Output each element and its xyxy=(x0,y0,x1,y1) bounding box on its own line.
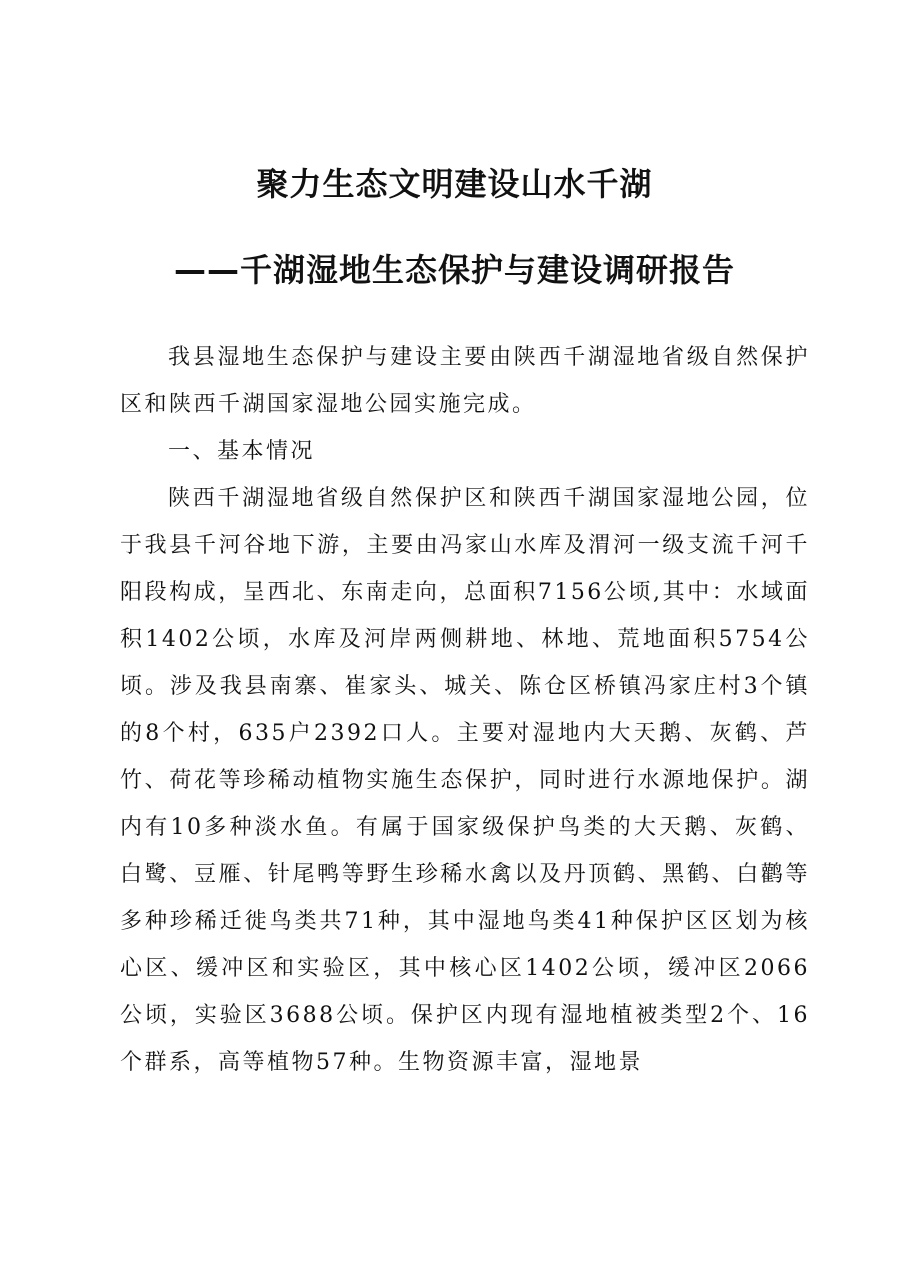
section-heading-basic-info: 一、基本情况 xyxy=(168,439,316,464)
document-title: 聚力生态文明建设山水千湖 xyxy=(256,165,653,203)
document-subtitle: ——千湖湿地生态保护与建设调研报告 xyxy=(173,251,735,289)
basic-info-paragraph: 陕西千湖湿地省级自然保护区和陕西千湖国家湿地公园，位于我县千河谷地下游，主要由冯家山水库及渭河一级支流千河千阳段构成，呈西北、东南走向，总面积7156公顷,其中：水域面积1402公顷，水库及河岸两侧耕地、林地、荒地面积5754公顷。涉及我县南寨、崔家头、城关、陈仓区桥镇冯家庄村3个镇的8个村，635户2392口人。主要对湿地内大天鹅、灰鹤、芦竹、荷花等珍稀动植物实施生态保护，同时进行水源地保护。湖内有10多种淡水鱼。有属于国家级保护鸟类的大天鹅、灰鹤、白鹭、豆雁、针尾鸭等野生珍稀水禽以及丹顶鹤、黑鹤、白鹳等多种珍稀迁徙鸟类共71种，其中湿地鸟类41种保护区区划为核心区、缓冲区和实验区，其中核心区1402公顷，缓冲区2066公顷，实验区3688公顷。保护区内现有湿地植被类型2个、16个群系，高等植物57种。生物资源丰富，湿地景 xyxy=(120,486,810,1075)
document-body xyxy=(120,334,810,1086)
intro-paragraph: 我县湿地生态保护与建设主要由陕西千湖湿地省级自然保护区和陕西千湖国家湿地公园实施完成。 xyxy=(120,345,810,417)
